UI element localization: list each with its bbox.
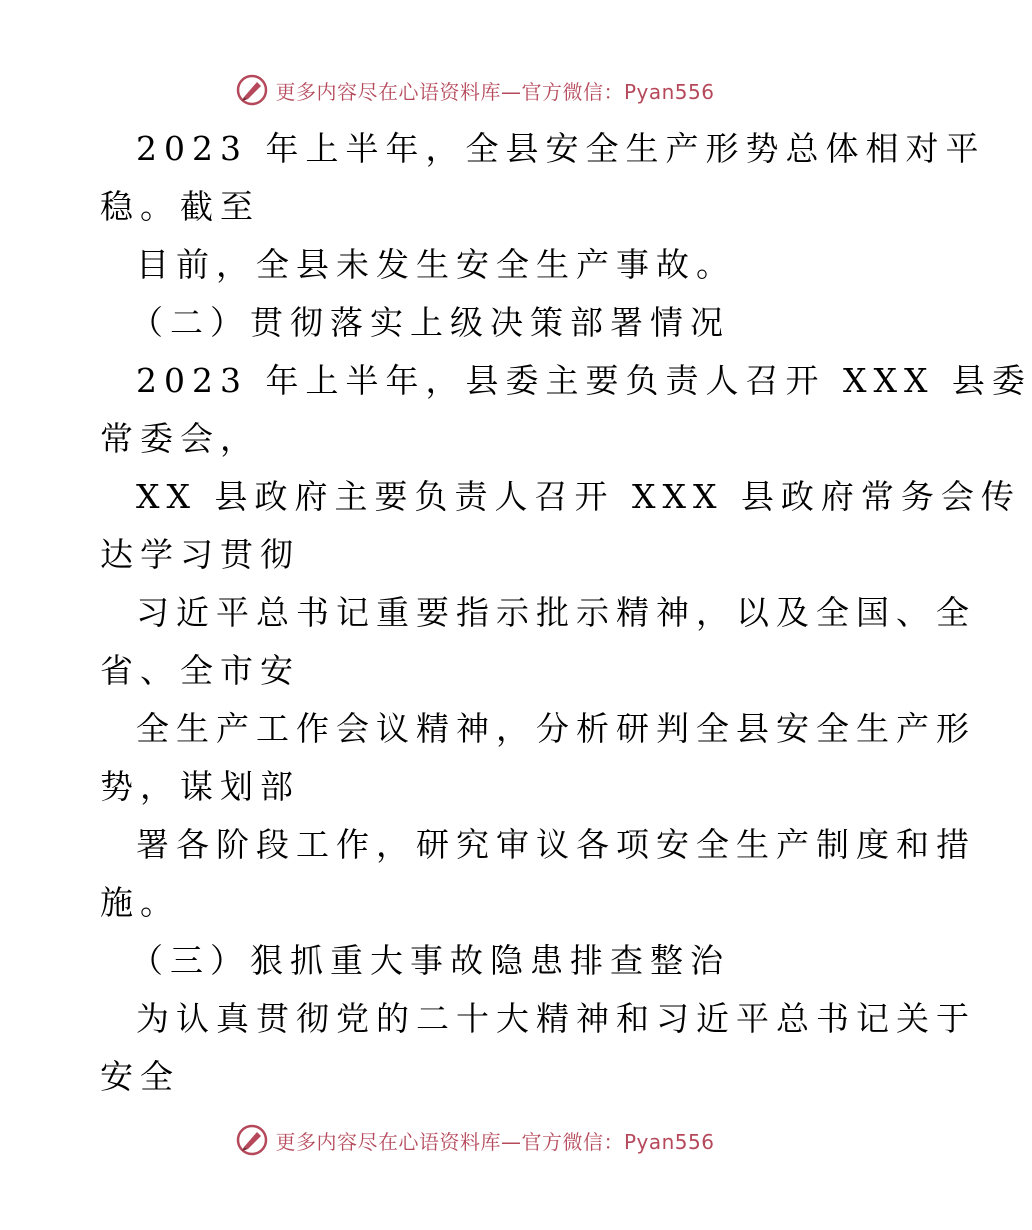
header-watermark-banner	[0, 70, 950, 110]
body-line: 目前，全县未发生安全生产事故。	[136, 245, 736, 284]
body-line: 安全	[100, 1057, 180, 1096]
body-line: 全生产工作会议精神，分析研判全县安全生产形	[136, 709, 976, 748]
section-heading: （三）狠抓重大事故隐患排查整治	[130, 941, 730, 980]
body-line: 为认真贯彻党的二十大精神和习近平总书记关于	[136, 999, 976, 1038]
pen-nib-logo-icon	[235, 1123, 269, 1157]
body-line: 稳。截至	[100, 187, 260, 226]
body-line: 习近平总书记重要指示批示精神，以及全国、全	[136, 593, 976, 632]
footer-watermark-text: 更多内容尽在心语资料库—官方微信：Pyan556	[275, 1129, 715, 1154]
body-line: 省、全市安	[100, 651, 300, 690]
body-line: 施。	[100, 883, 180, 922]
body-line: 达学习贯彻	[100, 535, 300, 574]
pen-nib-logo-icon	[235, 73, 269, 107]
body-line: 2023 年上半年，县委主要负责人召开 XXX 县委	[136, 361, 1032, 400]
body-line: 势，谋划部	[100, 767, 300, 806]
body-line: XX 县政府主要负责人召开 XXX 县政府常务会传	[136, 477, 1021, 516]
body-line: 署各阶段工作，研究审议各项安全生产制度和措	[136, 825, 976, 864]
footer-watermark-banner	[0, 1120, 950, 1160]
section-heading: （二）贯彻落实上级决策部署情况	[130, 303, 730, 342]
body-line: 常委会，	[100, 419, 260, 458]
document-body	[100, 120, 1032, 1106]
header-watermark-text: 更多内容尽在心语资料库—官方微信：Pyan556	[275, 79, 715, 104]
body-line: 2023 年上半年，全县安全生产形势总体相对平	[136, 129, 986, 168]
